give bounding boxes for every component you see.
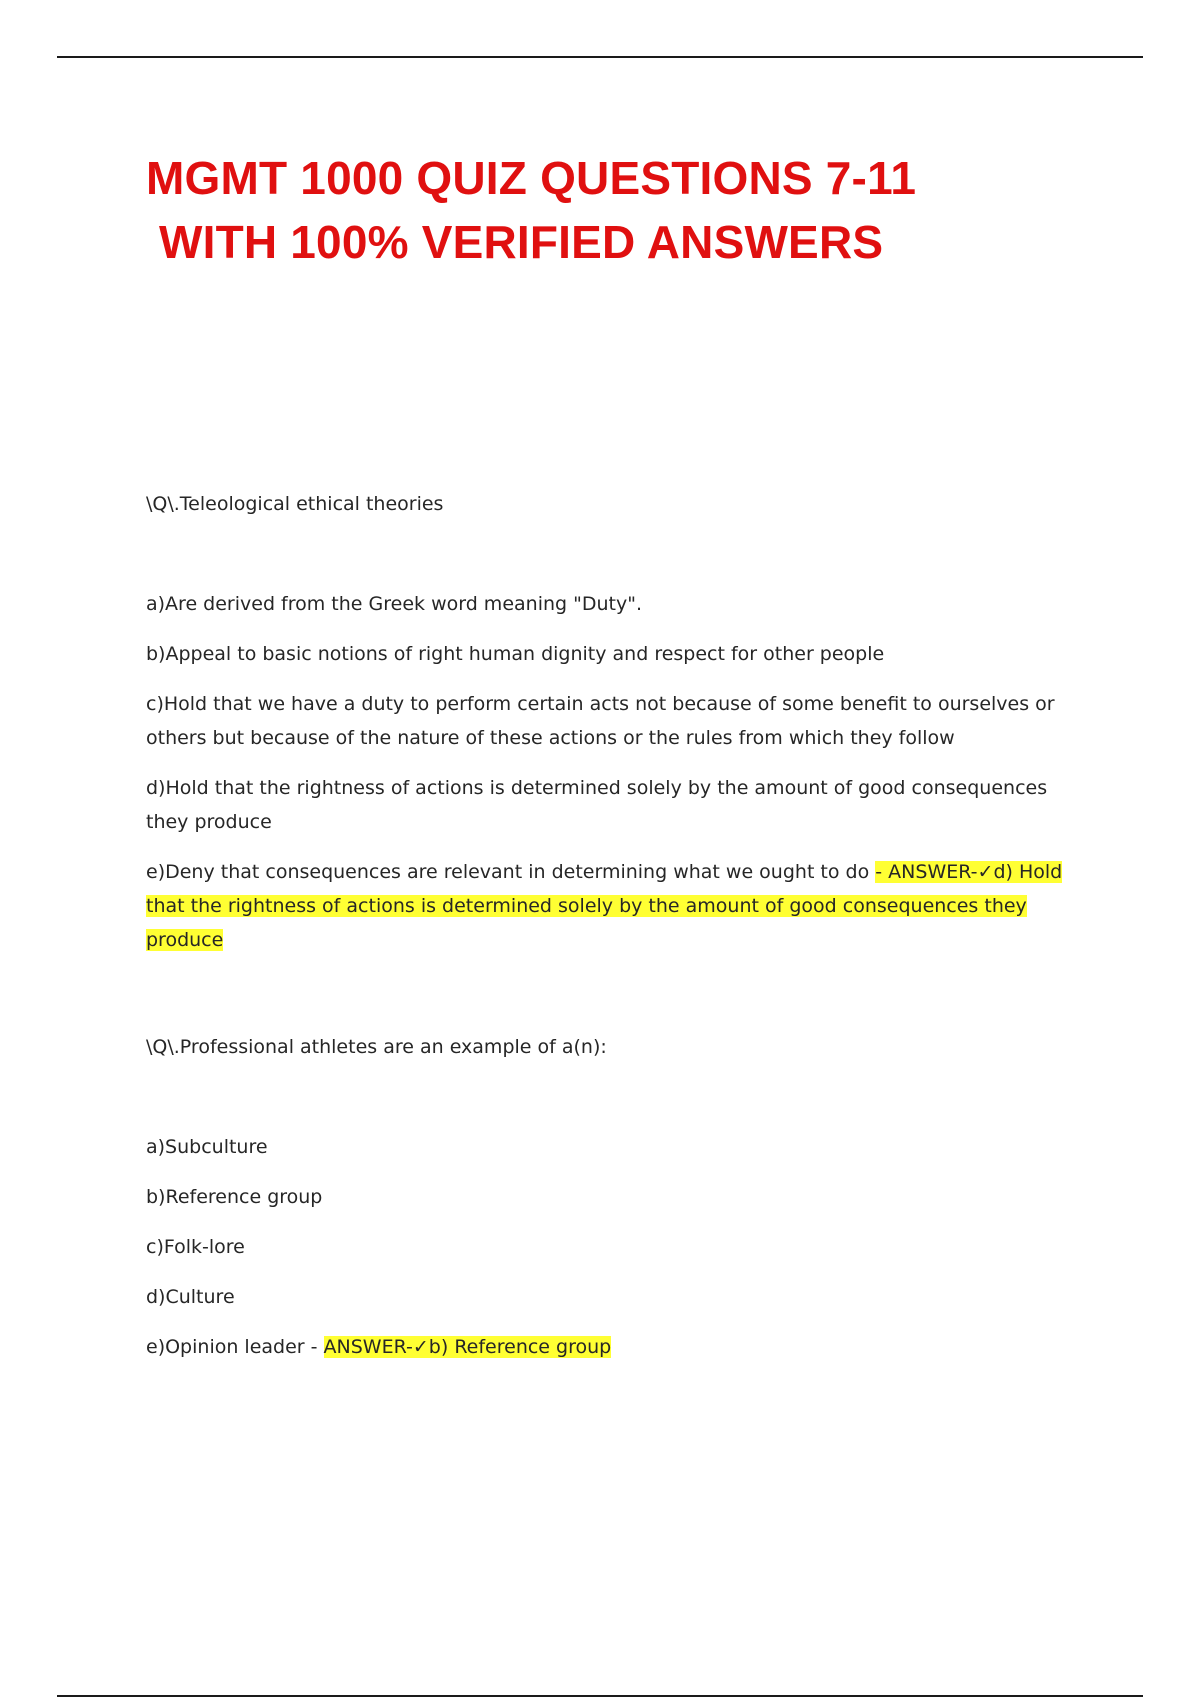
question-block — [146, 487, 1086, 973]
option-c: c)Folk-lore — [146, 1236, 245, 1258]
option-e-with-answer — [146, 855, 1086, 957]
option-d: d)Hold that the rightness of actions is determined solely by the amount of good consequences they produce — [146, 777, 1048, 833]
answer-options — [146, 587, 1086, 957]
title-line-2: WITH 100% VERIFIED ANSWERS — [146, 216, 884, 268]
question-stem: \Q\.Teleological ethical theories — [146, 493, 444, 515]
bottom-rule — [57, 1695, 1143, 1697]
title-line-1: MGMT 1000 QUIZ QUESTIONS 7-11 — [146, 152, 917, 204]
option-a: a)Subculture — [146, 1136, 268, 1158]
answer-options — [146, 1130, 1086, 1364]
document-title — [146, 146, 916, 274]
question-block — [146, 1030, 1086, 1380]
highlighted-answer: - ANSWER-✓d) Hold that the rightness of actions is determined solely by the amount of good consequences they produce — [146, 861, 1063, 951]
option-b: b)Appeal to basic notions of right human dignity and respect for other people — [146, 643, 885, 665]
option-b: b)Reference group — [146, 1186, 323, 1208]
option-e-with-answer — [146, 1330, 1086, 1364]
option-c: c)Hold that we have a duty to perform certain acts not because of some benefit to ourselves or others but because of the nature of these actions or the rules from which they follow — [146, 693, 1055, 749]
option-d: d)Culture — [146, 1286, 235, 1308]
top-rule — [57, 56, 1143, 58]
highlighted-answer: ANSWER-✓b) Reference group — [323, 1336, 612, 1358]
option-e: e)Deny that consequences are relevant in determining what we ought to do — [146, 861, 876, 883]
option-a: a)Are derived from the Greek word meaning "Duty". — [146, 593, 642, 615]
option-e: e)Opinion leader - — [146, 1336, 324, 1358]
question-stem: \Q\.Professional athletes are an example of a(n): — [146, 1036, 607, 1058]
